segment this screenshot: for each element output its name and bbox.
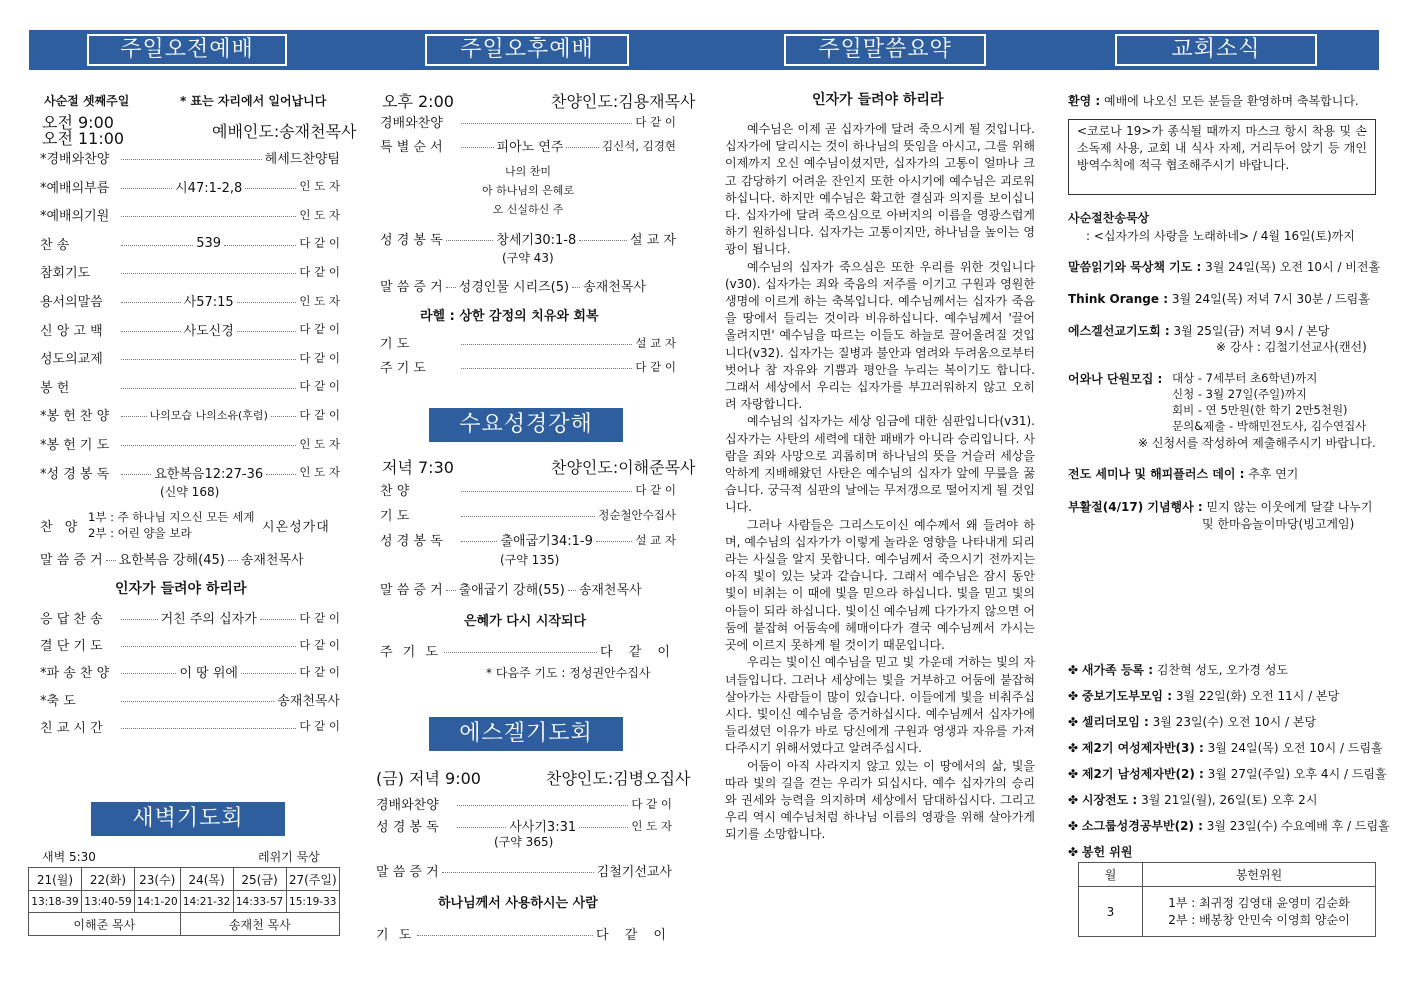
pm-order2-person: 설 교 자 <box>635 335 676 350</box>
wed-lord-row <box>380 641 676 660</box>
wed-leader: 찬양인도:이해준목사 <box>551 458 696 477</box>
seminar <box>1068 465 1298 482</box>
table-member-2: 2부 : 배봉창 안민숙 이영희 양순이 <box>1168 912 1350 927</box>
am-order-person: 인 도 자 <box>299 207 340 222</box>
news-welcome <box>1068 92 1359 109</box>
ez-order-label: 경배와찬양 <box>376 798 439 813</box>
wed-order-person: 설 교 자 <box>635 532 676 547</box>
am-order-label: *예배의부름 <box>40 180 110 196</box>
pm-song: 오 신실하신 주 <box>492 203 564 216</box>
wed-order-person: 정순철안수집사 <box>598 507 676 522</box>
easter-label: 부활절(4/17) 기념행사 : <box>1068 500 1203 514</box>
am-order-row <box>40 377 340 396</box>
dawn-day: 24(목) <box>180 868 233 891</box>
dawn-book: 레위기 묵상 <box>258 850 320 864</box>
am-order-detail: 요한복음12:27-36 <box>154 466 264 482</box>
ez-order-person: 다 같 이 <box>631 796 672 811</box>
pm-order-person: 김신석, 김경현 <box>602 138 676 153</box>
welcome-label: 환영 : <box>1068 94 1101 108</box>
news-item-label: 에스겔선교기도회 : <box>1068 324 1170 338</box>
sermon-summary-header: 주일말씀요약 <box>784 34 986 66</box>
ez-order-label: 성 경 봉 독 <box>376 820 439 835</box>
church-news-header: 교회소식 <box>1115 34 1317 66</box>
pm-order2-label: 주 기 도 <box>380 361 426 376</box>
bullet-icon: ✤ <box>1068 845 1082 859</box>
wed-sub: (구약 135) <box>500 553 560 567</box>
wed-sermon-label: 말 씀 증 거 <box>380 583 443 598</box>
pm-order-row <box>380 136 676 155</box>
pm-song: 아 하나님의 은혜로 <box>481 184 574 197</box>
wed-order-row <box>380 505 676 524</box>
wed-order-label: 찬 양 <box>380 484 410 499</box>
dawn-schedule-table <box>28 867 340 936</box>
summary-paragraph: 예수님의 십자가 죽으심은 또한 우리를 위한 것입니다(v30). 십자가는 죄와 죽음의 저주를 이기고 구원과 영원한 생명에 이르게 하는 축복입니다. 예수님께서는 십자가 죽음을 땅에서 들리는 것이라 비유하십니다. 예수님께서 '끌어 올려지면' 예수님을 따르는 이들도 하늘로 끌어올려질 것입니다(v32). 십자가는 질병과 불안과 염려와 두려움으로부터 벗어나 참 자유와 기쁨과 평안을 누리는 복이기도 합니다. 그래서 세상에서 우리는 십자가를 부끄러워하지 않고 오히려 자랑합니다. <box>725 259 1035 412</box>
bullet-icon: ✤ <box>1068 793 1082 807</box>
dawn-day: 21(월) <box>29 868 82 891</box>
am-order-label: 봉 헌 <box>40 380 70 396</box>
ez-order-detail: 사사기3:31 <box>509 820 577 835</box>
am-leader: 예배인도:송재천목사 <box>212 122 357 141</box>
news-bullet <box>1068 765 1387 782</box>
wed-order-label: 기 도 <box>380 509 410 524</box>
news-bullet-text: 3월 23일(수) 오전 10시 / 본당 <box>1152 715 1317 729</box>
wed-order-person: 다 같 이 <box>635 482 676 497</box>
header-bar <box>29 30 1379 70</box>
dawn-pastor-1: 이해준 목사 <box>29 913 181 936</box>
news-bullet <box>1068 739 1383 756</box>
am-order-person: 인 도 자 <box>299 179 341 194</box>
bullet-icon: ✤ <box>1068 689 1082 703</box>
pm-reading-row <box>380 229 676 248</box>
pm-order-person: 다 같 이 <box>635 114 676 129</box>
wed-order-detail: 출애굽기34:1-9 <box>500 534 593 549</box>
am-order-row <box>40 205 340 224</box>
summary-paragraph: 예수님은 이제 곧 십자가에 달려 죽으시게 될 것입니다. 십자가에 달리시는 것이 하나님의 뜻임을 아시고, 그를 위해 이제까지 오신 예수님이셨지만, 십자가의 고통이 얼마나 크고 감당하기 어려운 잔인지 또한 아시기에 예수님은 괴로워하십니다. 하지만 예수님은 확고한 결심과 의지를 보이십니다. 십자가에 달려 죽으심으로 아버지의 이름을 영광스럽게 하기 원하십니다. 십자가는 고통이지만, 하나님을 높이는 영광이 됩니다. <box>725 122 1035 257</box>
pm-order2-label: 기 도 <box>380 337 410 352</box>
dawn-prayer-header: 새벽기도회 <box>91 802 285 836</box>
am-order-detail: 나의모습 나의소유(후렴) <box>149 408 268 422</box>
ez-leader: 찬양인도:김병오집사 <box>546 769 691 788</box>
news-bullet-text: 3월 23일(수) 수요예배 후 / 드림홀 <box>1206 819 1390 833</box>
table-header-members: 봉헌위원 <box>1143 863 1376 887</box>
dawn-ref: 14:1-20 <box>134 891 180 913</box>
news-bullet <box>1068 661 1288 678</box>
pm-sermon-label: 말 씀 증 거 <box>380 280 443 295</box>
choir-song-1: 1부 : 주 하나님 지으신 모든 세계 <box>88 510 255 524</box>
news-bullet <box>1068 817 1390 834</box>
pm-service-header: 주일오후예배 <box>425 34 629 66</box>
bullet-icon: ✤ <box>1068 663 1082 677</box>
am-order-label: 신 앙 고 백 <box>40 323 103 339</box>
am-order-detail: 시47:1-2,8 <box>175 180 243 196</box>
pm-sermon-title: 라헬 : 상한 감정의 치유와 회복 <box>420 309 599 324</box>
lent-label: 사순절찬송묵상 <box>1068 211 1150 225</box>
am-order2-person: 송재천목사 <box>277 693 340 709</box>
am-time2: 오전 11:00 <box>42 129 125 148</box>
seminar-text: 추후 연기 <box>1248 467 1299 481</box>
am-order-person: 다 같 이 <box>299 350 340 365</box>
pm-order-detail: 피아노 연주 <box>496 140 564 155</box>
am-order-row <box>40 348 340 367</box>
am-order-row <box>40 405 340 424</box>
news-bullet-label: 새가족 등록 : <box>1081 663 1153 677</box>
table-member-1: 1부 : 최귀정 김영대 윤영미 김순화 <box>1168 895 1350 910</box>
news-bullet-text: 3월 27일(주일) 오후 4시 / 드림홀 <box>1207 767 1387 781</box>
news-item-text: 3월 25일(금) 저녁 9시 / 본당 <box>1173 324 1330 338</box>
am-order-row <box>40 291 340 310</box>
wed-sermon-series: 출애굽기 강해(55) <box>458 583 565 598</box>
awana-line: 대상 - 7세부터 초6학년)까지 <box>1172 371 1318 385</box>
am-order-row <box>40 177 340 196</box>
am-order-label: 참회기도 <box>40 266 91 282</box>
news-bullet-text: 3월 21일(월), 26일(토) 오후 2시 <box>1141 793 1318 807</box>
bullet-icon: ✤ <box>1068 741 1082 755</box>
summary-paragraph: 예수님의 십자가는 세상 임금에 대한 심판입니다(v31). 십자가는 사탄의 세력에 대한 패배가 아니라 승리입니다. 사람을 죄와 사망으로 괴롭히며 하나님의 뜻을 거슬러 세상을 악하게 지배해왔던 사탄은 예수님의 십자가 앞에 무릎을 꿇습니다. 궁극적 심판의 날에는 무저갱으로 떨어지게 될 것입니다. <box>725 414 1035 515</box>
news-bullet <box>1068 713 1316 730</box>
pm-time: 오후 2:00 <box>382 92 454 111</box>
am-order2-label: 결 단 기 도 <box>40 639 103 655</box>
am-order2-row <box>40 608 340 627</box>
am-order-person: 다 같 이 <box>299 379 340 394</box>
ez-pray-right: 다 같 이 <box>596 928 672 943</box>
am-sermon-row <box>40 549 340 568</box>
dawn-time: 새벽 5:30 <box>42 850 96 864</box>
dawn-ref: 14:33-57 <box>233 891 286 913</box>
am-week: 사순절 셋째주일 <box>44 94 130 108</box>
am-service-header: 주일오전예배 <box>87 34 287 66</box>
am-sermon-title: 인자가 들려야 하리라 <box>115 581 247 597</box>
wed-time: 저녁 7:30 <box>382 458 454 477</box>
news-bullet-label: 소그룹성경공부반(2) : <box>1081 819 1203 833</box>
summary-paragraph: 그러나 사람들은 그리스도이신 예수께서 왜 들려야 하며, 예수님의 십자가가 이렇게 놀라운 영향을 나타내게 되리라는 사실을 알지 못합니다. 예수님께서 죽으시기 전까지는 아직 빛이 있는 낮과 같습니다. 그래서 예수님은 잠시 동안 빛이 비취는 이 때에 빛을 믿으라 하십니다. 빛을 믿고 빛의 아들이 되라 하십니다. 빛이신 예수님께 다가가지 않으면 어둠에 붙잡혀 어둠속에 헤매이다가 결국 예수님께서 가시는 곳에 이르지 못하게 될 것이기 때문입니다. <box>725 517 1035 653</box>
am-order-row <box>40 463 340 482</box>
easter-text-2: 및 한마음놀이마당(빙고게임) <box>1202 517 1355 531</box>
dawn-day: 22(화) <box>81 868 134 891</box>
ez-sermon-preacher: 김철기선교사 <box>596 865 672 880</box>
ez-pray-row <box>376 924 672 943</box>
am-order-label: 용서의말씀 <box>40 295 103 310</box>
bullet-icon: ✤ <box>1068 767 1082 781</box>
news-item <box>1068 290 1370 307</box>
pm-order2-row <box>380 357 676 376</box>
news-bullet-label: 제2기 여성제자반(3) : <box>1081 741 1204 755</box>
am-order-label: *경배와찬양 <box>40 152 110 167</box>
ez-order-person: 인 도 자 <box>631 818 673 833</box>
am-order-person: 헤세드찬양팀 <box>264 152 340 167</box>
news-bullet-label: 봉헌 위원 <box>1081 845 1133 859</box>
am-order-label: 성도의교제 <box>40 352 103 368</box>
table-header-month: 월 <box>1079 863 1143 887</box>
dawn-day: 27(주일) <box>286 868 339 891</box>
easter <box>1068 498 1373 515</box>
news-bullet <box>1068 843 1132 860</box>
pm-order2-person: 다 같 이 <box>635 359 676 374</box>
awana-line: 회비 - 연 5만원(한 학기 2만5천원) <box>1172 403 1348 417</box>
ez-order-row <box>376 794 672 813</box>
news-item-text: 3월 24일(목) 저녁 7시 30분 / 드림홀 <box>1171 292 1370 306</box>
am-time1: 오전 9:00 <box>42 113 114 132</box>
am-order2-person: 다 같 이 <box>299 719 340 734</box>
am-order-person: 인 도 자 <box>299 465 341 480</box>
wed-lord-label: 주 기 도 <box>380 645 441 660</box>
wed-order-row <box>380 530 676 549</box>
am-order-person: 인 도 자 <box>299 293 341 308</box>
sermon-series: 요한복음 강해(45) <box>118 553 225 568</box>
pm-reading-reader: 설 교 자 <box>630 233 676 248</box>
covid-notice-text: <코로나 19>가 종식될 때까지 마스크 항시 착용 및 손소독제 사용, 교회 내 식사 자제, 거리두어 앉기 등 개인방역수칙에 적극 협조해주시기 바랍니다. <box>1077 124 1367 172</box>
choir-name: 시온성가대 <box>262 519 330 535</box>
am-order-label: *봉 헌 찬 양 <box>40 409 110 425</box>
dawn-ref: 13:40-59 <box>81 891 134 913</box>
summary-body <box>725 121 1035 844</box>
easter-text-1: 믿지 않는 이웃에게 달걀 나누기 <box>1206 500 1373 514</box>
ez-sermon-title: 하나님께서 사용하시는 사람 <box>438 896 598 911</box>
pm-order-label: 특 별 순 서 <box>380 140 443 155</box>
news-item <box>1068 258 1380 275</box>
am-order2-row <box>40 662 340 681</box>
pm-order-row <box>380 112 676 131</box>
am-order-row <box>40 148 340 167</box>
wed-sermon-title: 은혜가 다시 시작되다 <box>464 614 587 629</box>
wed-sermon-preacher: 송재천목사 <box>578 583 642 598</box>
wed-lord-right: 다 같 이 <box>600 645 676 660</box>
awana-line: 문의&제출 - 박해민전도사, 김수연집사 <box>1172 419 1367 433</box>
ez-sub: (구약 365) <box>494 835 554 849</box>
choir-song-2: 2부 : 어린 양을 보라 <box>88 526 192 540</box>
wed-order-row <box>380 480 676 499</box>
lecturer-note: ※ 강사 : 김철기선교사(캔선) <box>1216 340 1367 354</box>
am-order2-row <box>40 635 340 654</box>
dawn-pastor-2: 송재천 목사 <box>180 913 339 936</box>
pm-sermon-preacher: 송재천목사 <box>583 280 646 295</box>
news-bullet <box>1068 791 1317 808</box>
awana-note: ※ 신청서를 작성하여 제출해주시기 바랍니다. <box>1138 436 1376 450</box>
am-order2-row <box>40 690 340 709</box>
am-order-person: 다 같 이 <box>299 407 341 422</box>
dawn-day: 25(금) <box>233 868 286 891</box>
summary-paragraph: 어둠이 아직 사라지지 않고 있는 이 땅에서의 삶, 빛을 따라 빛의 길을 걷는 우리가 되십시다. 예수 십자가의 승리와 권세와 능력을 의지하며 세상에서 담대하십시다. 그리고 우리 역시 예수님처럼 하나님 이름의 영광을 위해 살아가게 되기를 소망합니다. <box>725 758 1035 842</box>
dawn-day: 23(수) <box>134 868 180 891</box>
sermon-preacher: 송재천목사 <box>240 553 304 568</box>
am-order2-detail: 이 땅 위에 <box>179 666 238 682</box>
wed-sermon-row <box>380 579 676 598</box>
news-item <box>1068 322 1329 339</box>
am-order2-label: 응 답 찬 송 <box>40 612 103 627</box>
am-order-row <box>40 434 340 453</box>
lent-text: : <십자가의 사랑을 노래하네> / 4월 16일(토)까지 <box>1086 229 1355 243</box>
am-order2-label: 친 교 시 간 <box>40 720 103 736</box>
news-item-label: Think Orange : <box>1068 292 1169 306</box>
bullet-icon: ✤ <box>1068 819 1082 833</box>
news-bullet-text: 3월 24일(목) 오전 10시 / 드림홀 <box>1207 741 1383 755</box>
ez-time: (금) 저녁 9:00 <box>376 769 481 788</box>
ez-pray-label: 기 도 <box>376 928 415 943</box>
table-month: 3 <box>1079 887 1143 937</box>
news-bullet-label: 중보기도부모임 : <box>1081 689 1172 703</box>
am-order-detail: 539 <box>196 235 222 251</box>
ez-sermon-row <box>376 861 672 880</box>
am-order2-label: *축 도 <box>40 693 76 709</box>
pm-reading-sub: (구약 43) <box>502 251 554 265</box>
news-bullet-label: 시장전도 : <box>1081 793 1138 807</box>
news-bullet-label: 제2기 남성제자반(2) : <box>1081 767 1204 781</box>
am-order-label: *봉 헌 기 도 <box>40 438 110 453</box>
am-order-person: 인 도 자 <box>299 436 340 451</box>
am-order2-row <box>40 717 340 736</box>
pm-sermon-row <box>380 276 676 295</box>
am-order-detail: 사도신경 <box>183 323 234 339</box>
am-order2-detail: 거친 주의 십자가 <box>160 612 257 627</box>
ezekiel-header: 에스겔기도회 <box>429 717 623 751</box>
news-bullet-text: 3월 22일(화) 오전 11시 / 본당 <box>1175 689 1340 703</box>
choir-label: 찬 양 <box>40 519 82 535</box>
am-order-row <box>40 320 340 339</box>
am-order2-person: 다 같 이 <box>299 637 340 652</box>
covid-notice-box <box>1068 119 1376 195</box>
news-bullet-label: 셀리더모임 : <box>1081 715 1149 729</box>
awana-line: 신청 - 3월 27일(주일)까지 <box>1172 387 1307 401</box>
am-order2-person: 다 같 이 <box>299 610 340 625</box>
dawn-ref: 15:19-33 <box>286 891 339 913</box>
news-bullet-text: 김찬혁 성도, 오가경 성도 <box>1156 663 1289 677</box>
wed-next-prayer: * 다음주 기도 : 정성권안수집사 <box>486 666 651 680</box>
news-item-label: 말씀읽기와 묵상책 기도 : <box>1068 260 1202 274</box>
sermon-label: 말 씀 증 거 <box>40 553 103 568</box>
am-order2-person: 다 같 이 <box>299 664 341 679</box>
wed-header: 수요성경강해 <box>429 408 623 442</box>
news-bullet <box>1068 687 1339 704</box>
am-note: * 표는 자리에서 일어납니다 <box>180 94 327 108</box>
am-order-person: 다 같 이 <box>299 236 340 251</box>
am-order-label: *예배의기원 <box>40 209 110 225</box>
dawn-ref: 13:18-39 <box>29 891 82 913</box>
bullet-icon: ✤ <box>1068 715 1082 729</box>
pm-order2-row <box>380 333 676 352</box>
wed-order-label: 성 경 봉 독 <box>380 534 443 549</box>
pm-reading-label: 성 경 봉 독 <box>380 233 443 248</box>
summary-title: 인자가 들려야 하리라 <box>812 92 944 108</box>
am-hymnbook-ref: (신약 168) <box>160 485 220 499</box>
offering-committee-table <box>1078 862 1376 937</box>
am-order-row <box>40 262 340 281</box>
summary-paragraph: 우리는 빛이신 예수님을 믿고 빛 가운데 거하는 빛의 자녀들입니다. 그러나 세상에는 빛을 거부하고 어둠에 붙잡혀 살아가는 사람들이 많이 있습니다. 이들에게 빛을 비춰주십시다. 빛이신 예수님을 증거하십시다. 예수님께서 십자가에 들리셨던 이유가 바로 당신에게 구원과 영생과 자유를 가져다주시기 위해서였다고 알려주십시다. <box>725 655 1035 756</box>
pm-order-label: 경배와찬양 <box>380 116 443 131</box>
dawn-ref: 14:21-32 <box>180 891 233 913</box>
am-order-label: *성 경 봉 독 <box>40 466 110 482</box>
seminar-label: 전도 세미나 및 해피플러스 데이 : <box>1068 467 1245 481</box>
am-order-person: 다 같 이 <box>299 322 340 337</box>
welcome-text: 예배에 나오신 모든 분들을 환영하며 축복합니다. <box>1104 94 1359 108</box>
am-order-row <box>40 234 340 253</box>
pm-leader: 찬양인도:김용재목사 <box>551 92 696 111</box>
ez-sermon-label: 말 씀 증 거 <box>376 865 439 880</box>
am-order-detail: 사57:15 <box>183 295 234 310</box>
pm-reading-ref: 창세기30:1-8 <box>496 233 577 248</box>
news-item-text: 3월 24일(목) 오전 10시 / 비전홀 <box>1205 260 1381 274</box>
am-choir-row <box>40 507 340 543</box>
am-order2-label: *파 송 찬 양 <box>40 666 110 682</box>
awana-label: 어와나 단원모집 : <box>1068 372 1163 386</box>
pm-sermon-series: 성경인물 시리즈(5) <box>458 280 570 295</box>
am-order-person: 다 같 이 <box>299 264 340 279</box>
pm-song: 나의 찬미 <box>504 165 551 178</box>
am-order-label: 찬 송 <box>40 237 70 253</box>
